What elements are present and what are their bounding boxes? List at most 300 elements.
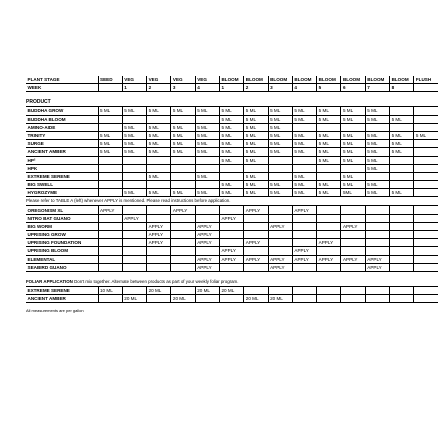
dose-cell [414,164,438,172]
dose-cell [195,156,219,164]
stage-header-cell: BLOOM [341,76,365,84]
dose-cell: 5 ML [317,189,341,197]
dose-cell: 5 ML [244,131,268,139]
row-label: HP² [26,156,98,164]
dose-cell: 5 ML [292,115,316,123]
dose-cell: APPLY [147,222,171,230]
dose-cell [98,239,122,247]
dose-cell [268,247,292,255]
week-header-cell: 4 [195,84,219,92]
dose-cell [98,255,122,263]
dose-cell [414,239,438,247]
dose-cell [414,222,438,230]
dose-cell [292,123,316,131]
dose-cell: 5 ML [244,123,268,131]
week-header-cell: 2 [147,84,171,92]
dose-cell [147,214,171,222]
dose-cell: 5 ML [195,107,219,115]
dose-cell: 5 ML [171,107,195,115]
dose-cell: APPLY [219,255,243,263]
dose-cell: 5 ML [292,131,316,139]
row-label: EXTREME SERENE [26,172,98,180]
dose-cell: 5 ML [147,123,171,131]
dose-cell: 5 ML [292,148,316,156]
dose-cell: 5 ML [147,172,171,180]
dose-cell [317,222,341,230]
dose-cell: 5 ML [292,140,316,148]
dose-cell [365,222,389,230]
dose-cell: APPLY [317,255,341,263]
dose-cell: 5 ML [292,189,316,197]
dose-cell: APPLY [219,247,243,255]
dose-cell: 5 ML [365,189,389,197]
dose-cell [414,115,438,123]
dose-cell [219,172,243,180]
product-row [26,140,438,148]
dose-cell: 5 ML [244,172,268,180]
dose-cell [292,239,316,247]
dose-cell [98,263,122,271]
week-header-cell: 1 [122,84,146,92]
row-label: BUDDHA GROW [26,107,98,115]
dose-cell [414,181,438,189]
dose-cell: 5 ML [268,131,292,139]
stage-header-cell: BLOOM [292,76,316,84]
foliar-note [26,278,438,286]
row-label: BIG SWELL [26,181,98,189]
row-label: AMINO-AIDE [26,123,98,131]
dose-cell: 5 ML [98,131,122,139]
stage-header-cell: BLOOM [244,76,268,84]
dose-cell [219,239,243,247]
dose-cell [390,107,414,115]
apply-row [26,206,438,214]
dose-cell: 5 ML [414,131,438,139]
week-header-cell [98,84,122,92]
dose-cell: 5 ML [122,148,146,156]
dose-cell: APPLY [195,231,219,239]
foliar-table [26,286,438,303]
dose-cell: 5 ML [219,181,243,189]
row-label: ANCIENT AMBER [26,295,98,303]
dose-cell: 20 ML [195,286,219,294]
dose-cell [365,172,389,180]
stage-header-cell: BLOOM [219,76,243,84]
dose-cell: 20 ML [268,295,292,303]
dose-cell [244,164,268,172]
dose-cell [268,172,292,180]
dose-cell [414,263,438,271]
dose-cell [292,263,316,271]
dose-cell [98,172,122,180]
dose-cell: 20 ML [219,286,243,294]
dose-cell [171,239,195,247]
dose-cell: 5 ML [147,107,171,115]
dose-cell [317,206,341,214]
stage-header-cell: VEG [195,76,219,84]
dose-cell: 5 ML [219,140,243,148]
product-row [26,189,438,197]
dose-cell [171,172,195,180]
dose-cell [268,206,292,214]
header-table [26,76,438,92]
apply-row [26,263,438,271]
dose-cell [98,123,122,131]
dose-cell: 5 ML [219,131,243,139]
product-section-title: PRODUCT [26,99,51,106]
row-label: BIG WORM [26,222,98,230]
dose-cell: 5 ML [390,115,414,123]
dose-cell [341,206,365,214]
table-a-note: Please refer to TABLE A (left) whenever APPLY is mentioned. Please read instructions before application. [26,198,231,204]
dose-cell: APPLY [171,206,195,214]
row-label: TRINITY [26,131,98,139]
dose-cell [317,172,341,180]
dose-cell [414,156,438,164]
dose-cell [98,214,122,222]
dose-cell: 10 ML [98,286,122,294]
dose-cell [147,255,171,263]
dose-cell: APPLY [244,239,268,247]
week-header-cell: 5 [317,84,341,92]
week-header-row [26,84,438,92]
dose-cell: 5 ML [244,189,268,197]
dose-cell: 20 ML [122,295,146,303]
dose-cell: APPLY [292,247,316,255]
dose-cell [365,247,389,255]
dose-cell: APPLY [195,263,219,271]
dose-cell [98,222,122,230]
dose-cell [390,206,414,214]
row-label: SEABIRD GUANO [26,263,98,271]
dose-cell [147,206,171,214]
dose-cell [317,123,341,131]
dose-cell [219,222,243,230]
dose-cell [414,247,438,255]
dose-cell: 5 ML [195,131,219,139]
dose-cell [390,286,414,294]
foliar-row [26,295,438,303]
dose-cell: 5 ML [341,107,365,115]
dose-cell: APPLY [147,231,171,239]
dose-cell: 5 ML [171,189,195,197]
dose-cell [98,247,122,255]
dose-cell: 5 ML [341,172,365,180]
apply-row [26,247,438,255]
dose-cell: 5 ML [219,156,243,164]
dose-cell: 20 ML [171,295,195,303]
dose-cell: APPLY [268,255,292,263]
dose-cell: 20 ML [147,286,171,294]
row-label: ELEMENTAL [26,255,98,263]
dose-cell: APPLY [122,214,146,222]
dose-cell: APPLY [195,239,219,247]
dose-cell [122,247,146,255]
product-row [26,131,438,139]
dose-cell: 5 ML [171,140,195,148]
product-row [26,115,438,123]
row-label: OREGONISM XL [26,206,98,214]
dose-cell [414,231,438,239]
dose-cell [98,295,122,303]
dose-cell: 5 ML [365,107,389,115]
row-label: ANCIENT AMBER [26,148,98,156]
dose-cell: 5 ML [390,140,414,148]
dose-cell: 5 ML [390,189,414,197]
dose-cell: 5 ML [147,131,171,139]
dose-cell [147,263,171,271]
dose-cell [390,231,414,239]
dose-cell: 5 ML [341,156,365,164]
apply-row [26,214,438,222]
dose-cell: 5 ML [341,181,365,189]
product-row [26,156,438,164]
dose-cell: 5 ML [147,140,171,148]
dose-cell: 5 ML [341,148,365,156]
dose-cell: APPLY [244,206,268,214]
dose-cell: 5 ML [341,140,365,148]
dose-cell [147,156,171,164]
dose-cell [244,263,268,271]
dose-cell: APPLY [317,239,341,247]
dose-cell: 5 ML [219,115,243,123]
dose-cell: 5ML [341,189,365,197]
row-label: EXTREME SERENE [26,286,98,294]
dose-cell [195,206,219,214]
dose-cell [414,140,438,148]
dose-cell [219,164,243,172]
dose-cell [122,164,146,172]
dose-cell [195,247,219,255]
product-table [26,106,438,197]
dose-cell [317,263,341,271]
dose-cell [341,123,365,131]
dose-cell: 5 ML [268,115,292,123]
product-row [26,181,438,189]
week-header-cell: 7 [365,84,389,92]
stage-header-cell: BLOOM [365,76,389,84]
stage-header-cell: VEG [171,76,195,84]
stage-header-cell: BLOOM [317,76,341,84]
dose-cell [341,263,365,271]
dose-cell [390,181,414,189]
dose-cell [195,164,219,172]
apply-row [26,222,438,230]
dose-cell [390,247,414,255]
dose-cell: 5 ML [219,107,243,115]
dose-cell [317,164,341,172]
dose-cell [98,231,122,239]
dose-cell [147,295,171,303]
dose-cell [122,115,146,123]
dose-cell: 5 ML [317,181,341,189]
stage-header-cell: BLOOM [268,76,292,84]
dose-cell: 5 ML [244,156,268,164]
dose-cell [317,286,341,294]
dose-cell [122,263,146,271]
dose-cell [317,214,341,222]
dose-cell [292,231,316,239]
dose-cell: 5 ML [365,115,389,123]
dose-cell [341,286,365,294]
dose-cell [390,222,414,230]
foliar-row [26,286,438,294]
dose-cell [268,239,292,247]
dose-cell [292,164,316,172]
stage-header-row [26,76,438,84]
dose-cell: 5 ML [147,148,171,156]
dose-cell [171,263,195,271]
dose-cell: 5 ML [268,107,292,115]
dose-cell [171,164,195,172]
dose-cell: 5 ML [219,148,243,156]
dose-cell [390,156,414,164]
dose-cell [414,214,438,222]
dose-cell [195,115,219,123]
foliar-instructions: Don't mix together. Alternate between products as part of your weekly foliar program. [74,278,239,284]
dose-cell [171,286,195,294]
foliar-title: FOLIAR APPLICATION [26,278,73,284]
dose-cell: 5 ML [244,148,268,156]
dose-cell [244,247,268,255]
dose-cell [390,214,414,222]
dose-cell [365,206,389,214]
dose-cell: 5 ML [195,189,219,197]
dose-cell [317,247,341,255]
dose-cell: APPLY [147,239,171,247]
dose-cell [147,247,171,255]
dose-cell [292,295,316,303]
product-row [26,123,438,131]
dose-cell: 5 ML [390,131,414,139]
dose-cell [341,214,365,222]
dose-cell: 5 ML [341,131,365,139]
week-header-cell: 3 [268,84,292,92]
dose-cell [219,263,243,271]
dose-cell [98,156,122,164]
dose-cell [317,231,341,239]
dose-cell [268,214,292,222]
dose-cell [122,286,146,294]
dose-cell: 5 ML [292,107,316,115]
apply-row [26,255,438,263]
dose-cell [365,231,389,239]
dose-cell: 5 ML [195,148,219,156]
dose-cell: 5 ML [244,140,268,148]
dose-cell [390,164,414,172]
stage-header-cell: FLUSH [414,76,438,84]
dose-cell [147,115,171,123]
dose-cell [414,295,438,303]
dose-cell [171,214,195,222]
dose-cell: 5 ML [98,107,122,115]
dose-cell [171,222,195,230]
stage-header-cell: BLOOM [390,76,414,84]
dose-cell [147,164,171,172]
week-header-cell: 2 [244,84,268,92]
dose-cell: 5 ML [268,148,292,156]
dose-cell [195,295,219,303]
dose-cell [171,115,195,123]
dose-cell [365,123,389,131]
dose-cell [414,189,438,197]
dose-cell [414,123,438,131]
dose-cell: APPLY [98,206,122,214]
dose-cell: APPLY [244,255,268,263]
dose-cell: 5 ML [317,140,341,148]
apply-row [26,231,438,239]
dose-cell [390,123,414,131]
dose-cell: 5 ML [122,189,146,197]
dose-cell: 5 ML [292,181,316,189]
dose-cell: 5 ML [219,123,243,131]
dose-cell: 5 ML [317,148,341,156]
dose-cell [122,231,146,239]
dose-cell: 5 ML [365,140,389,148]
dose-cell: 5 ML [365,181,389,189]
dose-cell: 5 ML [292,172,316,180]
dose-cell [390,295,414,303]
dose-cell [147,181,171,189]
dose-cell [292,286,316,294]
row-label: BUDDHA BLOOM [26,115,98,123]
week-header-cell: 1 [219,84,243,92]
dose-cell [341,247,365,255]
week-header-cell: 3 [171,84,195,92]
dose-cell [219,295,243,303]
dose-cell [219,231,243,239]
dose-cell: 5 ML [122,107,146,115]
dose-cell [268,164,292,172]
dose-cell: 5 ML [390,148,414,156]
dose-cell: 5 ML [122,131,146,139]
dose-cell: 5 ML [365,148,389,156]
apply-row [26,239,438,247]
footnote: All measurements are per gallon [26,308,84,314]
dose-cell [171,231,195,239]
dose-cell: 5 ML [268,123,292,131]
dose-cell: 5 ML [122,140,146,148]
dose-cell [414,206,438,214]
dose-cell: APPLY [292,255,316,263]
dose-cell: 5 ML [195,123,219,131]
dose-cell [244,231,268,239]
week-header-cell: 6 [341,84,365,92]
row-label: HPK [26,164,98,172]
dose-cell [122,172,146,180]
dose-cell: 5 ML [268,140,292,148]
dose-cell: 5 ML [171,131,195,139]
stage-header-cell: VEG [122,76,146,84]
dose-cell [390,239,414,247]
dose-cell [268,231,292,239]
dose-cell [195,181,219,189]
dose-cell [341,164,365,172]
stage-label: PLANT STAGE [26,76,98,84]
dose-cell [122,239,146,247]
dose-cell: 5 ML [219,189,243,197]
week-header-cell [414,84,438,92]
dose-cell: 5 ML [317,115,341,123]
dose-cell [414,172,438,180]
dose-cell [292,214,316,222]
row-label: UPRISING BLOOM [26,247,98,255]
dose-cell [98,115,122,123]
dose-cell [122,156,146,164]
row-label: UPRISING GROW [26,231,98,239]
dose-cell [268,156,292,164]
dose-cell: 5 ML [244,115,268,123]
